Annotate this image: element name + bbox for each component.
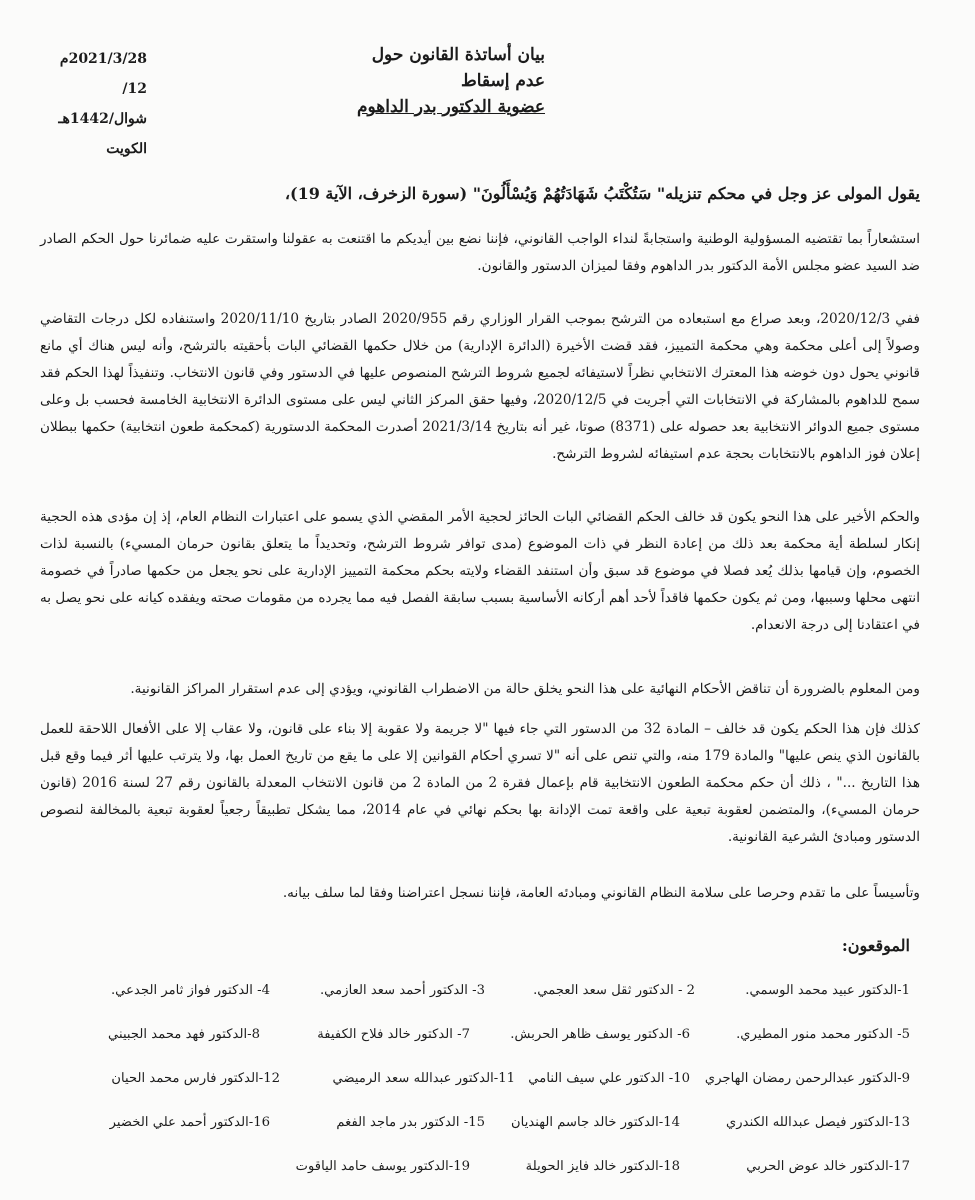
title-line-3: عضوية الدكتور بدر الداهوم (357, 97, 545, 117)
signatory: 17-الدكتور خالد عوض الحربي (746, 1159, 910, 1174)
signatory: 3- الدكتور أحمد سعد العازمي. (319, 983, 485, 998)
statement-meta (37, 44, 147, 164)
signatory: 13-الدكتور فيصل عبدالله الكندري (725, 1115, 910, 1130)
signatory: 15- الدكتور بدر ماجد الفغم (336, 1115, 485, 1130)
signatory: 11-الدكتور عبدالله سعد الرميضي (332, 1071, 515, 1086)
signatory: 10- الدكتور علي سيف النامي (528, 1071, 690, 1086)
signatories-row (50, 976, 910, 1006)
signatories-row (50, 1020, 910, 1050)
signatory: 4- الدكتور فواز ثامر الجدعي. (110, 983, 270, 998)
signatory: 14-الدكتور خالد جاسم الهنديان (511, 1115, 680, 1130)
signatories-heading: الموقعون: (841, 936, 910, 955)
paragraph-2: ففي 2020/12/3، وبعد صراع مع استبعاده من الترشح بموجب القرار الوزاري رقم 2020/955 الصادر بتاريخ 2020/11/10 واستنفاده لكل درجات التقاضي وصولاً إلى أعلى محكمة وهي محكمة التمييز، فقد قضت الأخيرة (الدائرة الإدارية) من خلال حكمها القضائي البات بأحقيته بالترشح، وأنه ليس هناك أي مانع قانوني يحول دون خوضه هذا المعترك الانتخابي نظراً لاستيفائه لجميع شروط الترشح المنصوص عليها في الدستور وفي قانون الانتخاب. وتنفيذاً لهذا الحكم فقد سمح للداهوم بالمشاركة في الانتخابات التي أجريت في 2020/12/5، وفيها حقق المركز الثاني ليس على مستوى الدائرة الانتخابية الخامسة فحسب بل وعلى مستوى جميع الدوائر الانتخابية بعد حصوله على (8371) صوتا، غير أنه بتاريخ 2021/3/14 أصدرت المحكمة الدستورية (كمحكمة طعون انتخابية) حكمها ببطلان إعلان فوز الداهوم بالانتخابات بحجة عدم استيفائه لشروط الترشح. (40, 311, 921, 462)
signatory: 19-الدكتور يوسف حامد الياقوت (295, 1159, 470, 1174)
signatory: 1-الدكتور عبيد محمد الوسمي. (745, 983, 910, 998)
paragraph-4: ومن المعلوم بالضرورة أن تناقض الأحكام النهائية على هذا النحو يخلق حالة من الاضطراب القانوني، ويؤدي إلى عدم استقرار المراكز القانونية. (130, 681, 920, 697)
signatory: 18-الدكتور خالد فايز الحويلة (525, 1159, 680, 1174)
signatory: 7- الدكتور خالد فلاح الكفيفة (317, 1027, 470, 1042)
signatories-row (50, 1064, 910, 1094)
paragraph-6: وتأسيساً على ما تقدم وحرصا على سلامة النظام القانوني ومبادئه العامة، فإننا نسجل اعتراضنا وفقا لما سلف بيانه. (282, 885, 920, 901)
signatory: 8-الدكتور فهد محمد الجبيني (107, 1027, 260, 1042)
hijri-date: 12/شوال/1442هـ (58, 81, 147, 127)
signatory: 6- الدكتور يوسف ظاهر الحربش. (510, 1027, 690, 1042)
signatory: 9-الدكتور عبدالرحمن رمضان الهاجري (704, 1071, 910, 1086)
place: الكويت (106, 141, 147, 157)
paragraph-1: استشعاراً بما تقتضيه المسؤولية الوطنية واستجابةً لنداء الواجب القانوني، فإننا نضع بين أيديكم ما اقتنعت به عقولنا واستقرت عليه ضمائرنا حول الحكم الصادر ضد السيد عضو مجلس الأمة الدكتور بدر الداهوم وفقا لميزان الدستور والقانون. (40, 231, 920, 274)
quran-verse: يقول المولى عز وجل في محكم تنزيله" سَتُكْتَبُ شَهَادَتُهُمْ وَيُسْأَلُونَ" (سورة الزخرف، الآية 19)، (284, 184, 920, 203)
paragraph-3: والحكم الأخير على هذا النحو يكون قد خالف الحكم القضائي البات الحائز لحجية الأمر المقضي الذي يسمو على اعتبارات النظام العام، إذ إن مؤدى هذه الحجية إنكار لسلطة أية محكمة بعد ذلك من إعادة النظر في ذات الموضوع (مدى توافر شروط الترشح، وتحديداً ما يتعلق بقانون حرمان المسيء) بالنسبة لذات الخصوم، وإن قيامها بذلك يُعد فصلا في موضوع قد سبق وأن استنفد القضاء ولايته بحكم محكمة التمييز الإدارية على نحو يجعل من حكمها صادراً في خصومة انتهى محلها وسببها، ومن ثم يكون حكمها فاقداً لأحد أهم أركانه الأساسية بسبب سابقة الفصل فيه مما يجرده من مقومات صحته ويفقده كيانه على نحو يصل به في اعتقادنا إلى درجة الانعدام. (40, 509, 920, 633)
title-line-1: بيان أساتذة القانون حول (371, 45, 545, 65)
signatory: 16-الدكتور أحمد علي الخضير (109, 1115, 270, 1130)
signatories-row (50, 1152, 910, 1182)
statement-title (265, 42, 545, 120)
gregorian-date: 2021/3/28م (59, 51, 147, 67)
signatory: 12-الدكتور فارس محمد الحيان (111, 1071, 280, 1086)
title-line-2: عدم إسقاط (461, 71, 545, 91)
paragraph-5: كذلك فإن هذا الحكم يكون قد خالف – المادة 32 من الدستور التي جاء فيها "لا جريمة ولا عقوبة إلا بناء على قانون، ولا عقاب إلا على الأفعال اللاحقة للعمل بالقانون الذي ينص عليها" والمادة 179 منه، والتي تنص على أنه "لا تسري أحكام القوانين إلا على ما يقع من تاريخ العمل بها، ولا يترتب عليها أثر فيما وقع قبل هذا التاريخ ..." ، ذلك أن حكم محكمة الطعون الانتخابية قام بإعمال فقرة 2 من المادة 2 من قانون الانتخاب المعدلة بالقانون رقم 27 لسنة 2016 (قانون حرمان المسيء)، والمتضمن لعقوبة تبعية على واقعة تمت الإدانة بها بحكم نهائي في عام 2014، مما يشكل تطبيقاً رجعياً لعقوبة تبعية بالمخالفة لنصوص الدستور ومبادئ الشرعية القانونية. (40, 721, 921, 845)
signatories-row (50, 1108, 910, 1138)
signatory: 5- الدكتور محمد منور المطيري. (736, 1027, 910, 1042)
signatory: 2 - الدكتور ثقل سعد العجمي. (533, 983, 695, 998)
